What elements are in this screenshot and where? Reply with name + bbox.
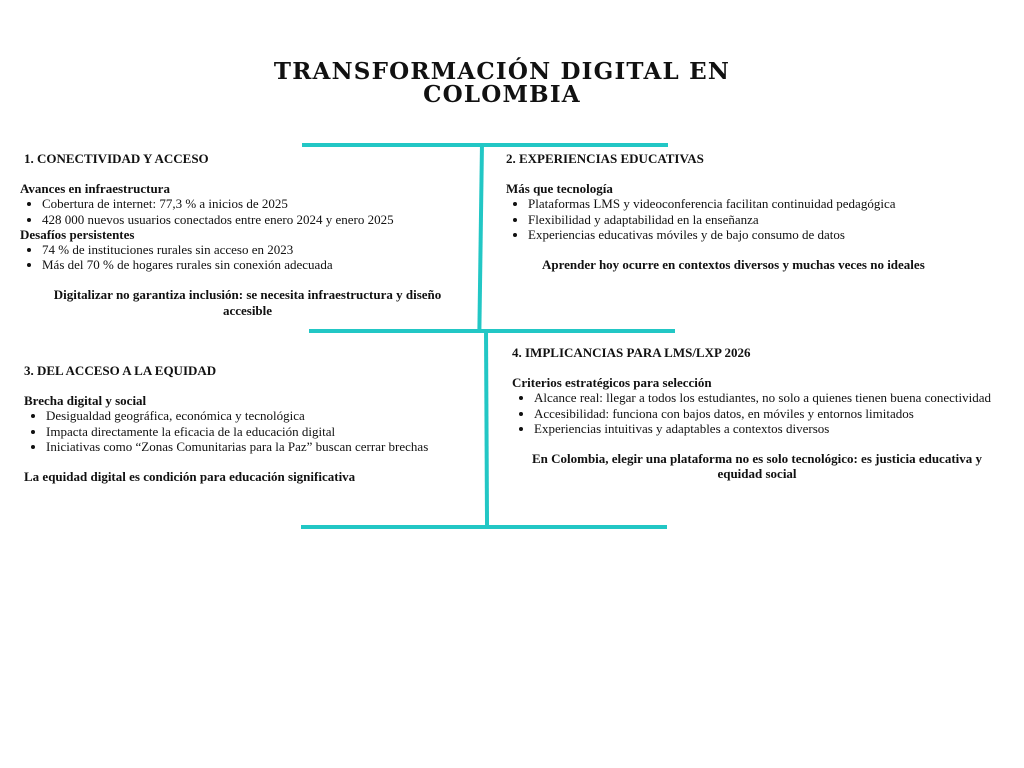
- section-heading: 1. CONECTIVIDAD Y ACCESO: [24, 151, 209, 166]
- bullet-list: [506, 196, 976, 242]
- list-item: • 428 000 nuevos usuarios conectados entre enero 2024 y enero 2025: [42, 212, 475, 227]
- group-title: Avances en infraestructura: [20, 181, 170, 197]
- group-title: Desafíos persistentes: [20, 226, 135, 242]
- section-access-to-equity: [24, 363, 479, 484]
- section-lms-lxp-implications: [512, 345, 1002, 481]
- list-item: • Experiencias educativas móviles y de bajo consumo de datos: [528, 227, 976, 242]
- list-item: • Accesibilidad: funciona con bajos datos, en móviles y entornos limitados: [534, 406, 1002, 421]
- section-heading: 2. EXPERIENCIAS EDUCATIVAS: [506, 151, 704, 166]
- section-connectivity: [20, 151, 475, 318]
- list-item: • Desigualdad geográfica, económica y tecnológica: [46, 408, 479, 423]
- group-title: Brecha digital y social: [24, 393, 147, 409]
- list-item: • Flexibilidad y adaptabilidad en la enseñanza: [528, 212, 976, 227]
- section-heading: 4. IMPLICANCIAS PARA LMS/LXP 2026: [512, 345, 751, 360]
- bullet-list: [24, 408, 479, 454]
- section-heading: 3. DEL ACCESO A LA EQUIDAD: [24, 363, 217, 378]
- list-item: • Más del 70 % de hogares rurales sin conexión adecuada: [42, 257, 475, 272]
- section-conclusion: En Colombia, elegir una plataforma no es solo tecnológico: es justicia educativa y equidad social: [531, 451, 983, 482]
- list-item: • Iniciativas como “Zonas Comunitarias para la Paz” buscan cerrar brechas: [46, 439, 479, 454]
- list-item: • Cobertura de internet: 77,3 % a inicios de 2025: [42, 196, 475, 211]
- section-conclusion: Digitalizar no garantiza inclusión: se necesita infraestructura y diseño accesible: [53, 287, 442, 318]
- vertical-divider-line-upper: [477, 143, 484, 333]
- group-title: Criterios estratégicos para selección: [512, 375, 712, 391]
- list-item: • Impacta directamente la eficacia de la educación digital: [46, 424, 479, 439]
- bullet-list: [20, 242, 475, 272]
- bottom-divider-line: [301, 525, 667, 529]
- bullet-list: [512, 390, 1002, 436]
- list-item: • 74 % de instituciones rurales sin acceso en 2023: [42, 242, 475, 257]
- group-title: Más que tecnología: [506, 181, 613, 197]
- section-educational-experiences: [506, 151, 976, 272]
- middle-divider-line: [309, 329, 675, 333]
- top-divider-line: [302, 143, 668, 147]
- section-conclusion: Aprender hoy ocurre en contextos diversos y muchas veces no ideales: [542, 257, 925, 273]
- vertical-divider-line-lower: [484, 329, 489, 529]
- bullet-list: [20, 196, 475, 226]
- list-item: • Alcance real: llegar a todos los estudiantes, no solo a quienes tienen buena conectividad: [534, 390, 1002, 405]
- list-item: • Experiencias intuitivas y adaptables a contextos diversos: [534, 421, 1002, 436]
- list-item: • Plataformas LMS y videoconferencia facilitan continuidad pedagógica: [528, 196, 976, 211]
- section-conclusion: La equidad digital es condición para educación significativa: [24, 469, 356, 485]
- page-title: TRANSFORMACIÓN DIGITAL EN COLOMBIA: [273, 58, 731, 108]
